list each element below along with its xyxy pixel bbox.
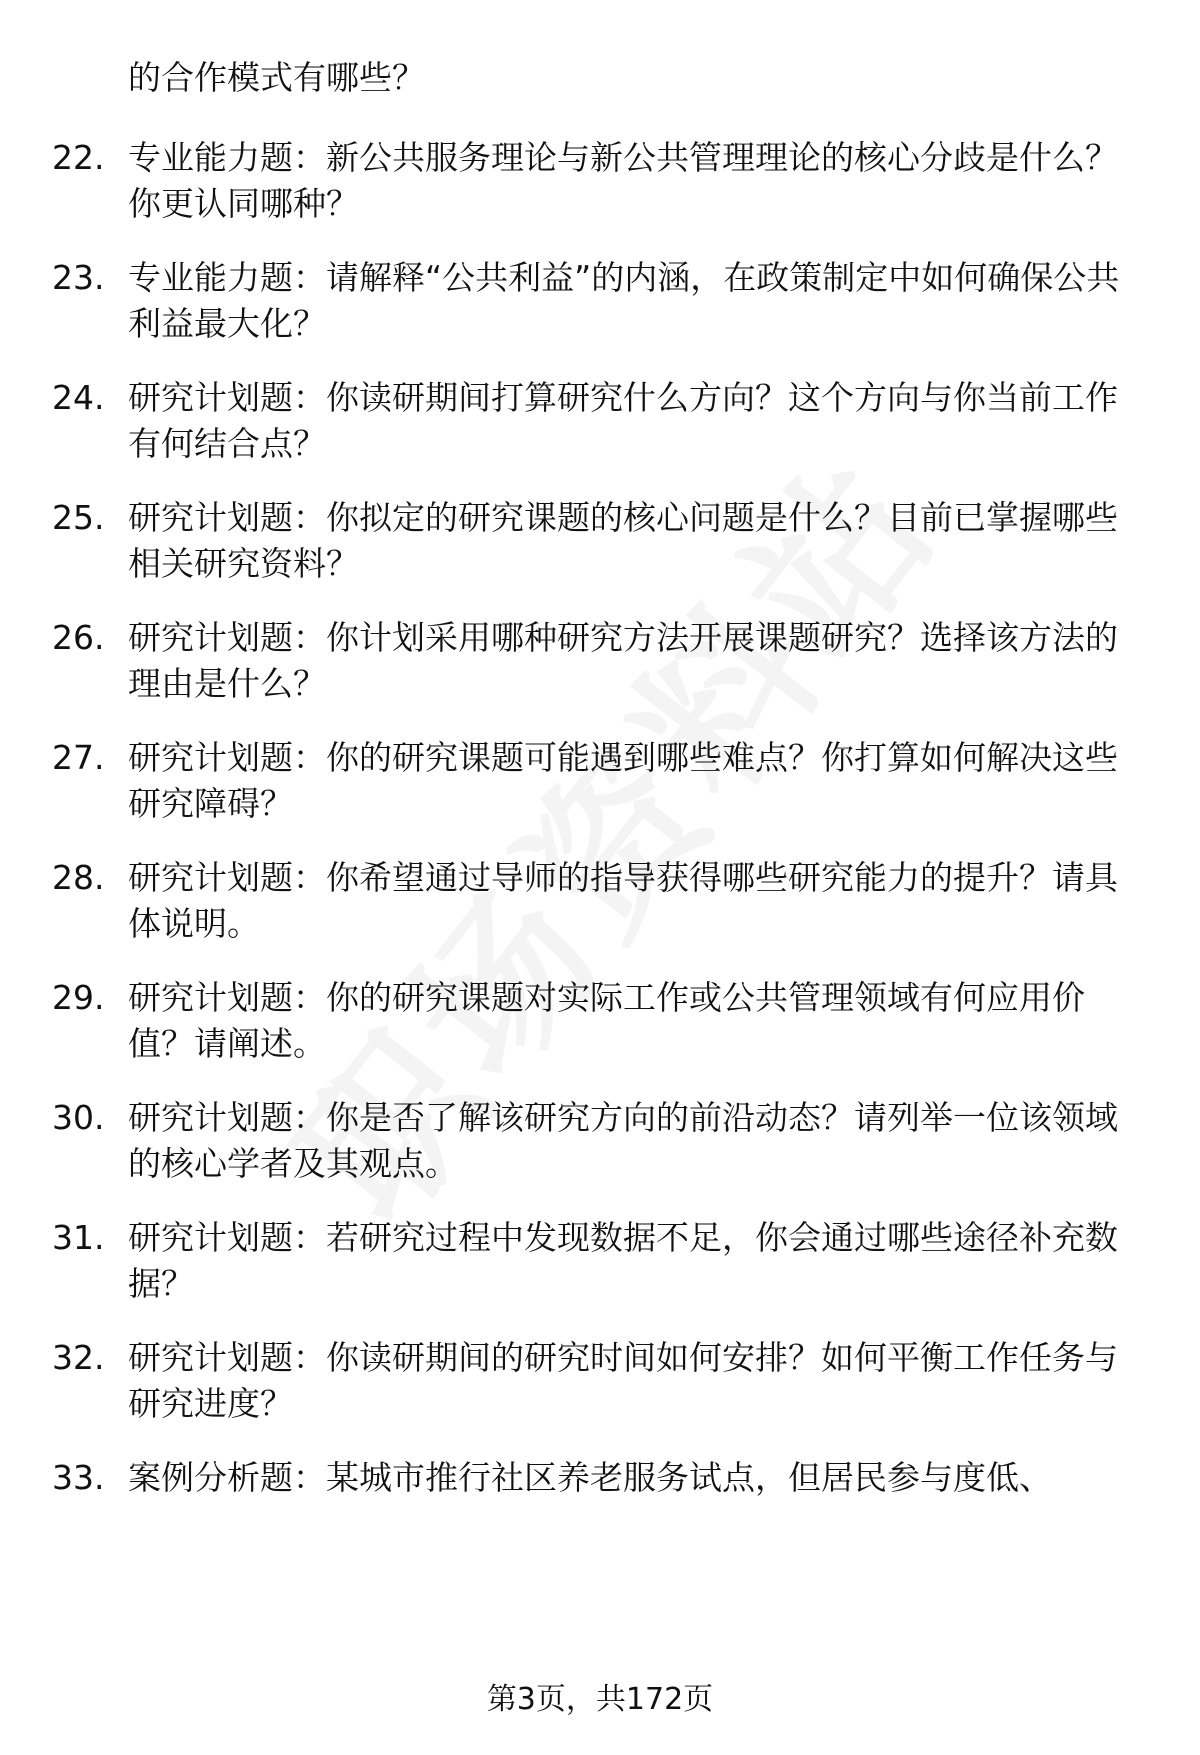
list-item [0, 135, 1200, 235]
item-number: 29. [52, 978, 105, 1017]
item-text: 专业能力题：新公共服务理论与新公共管理理论的核心分歧是什么？你更认同哪种？ [128, 138, 1118, 223]
list-item [0, 615, 1200, 715]
item-number: 23. [52, 258, 105, 297]
item-text: 研究计划题：你的研究课题对实际工作或公共管理领域有何应用价值？请阐述。 [128, 978, 1085, 1063]
list-item [0, 1335, 1200, 1435]
item-number: 32. [52, 1338, 105, 1377]
list-item [0, 855, 1200, 955]
item-number: 26. [52, 618, 105, 657]
item-text: 研究计划题：你是否了解该研究方向的前沿动态？请列举一位该领域的核心学者及其观点。 [128, 1098, 1118, 1183]
item-text: 研究计划题：你的研究课题可能遇到哪些难点？你打算如何解决这些研究障碍？ [128, 738, 1118, 823]
list-item [0, 1455, 1200, 1505]
item-text: 研究计划题：你希望通过导师的指导获得哪些研究能力的提升？请具体说明。 [128, 858, 1118, 943]
item-text: 研究计划题：你读研期间打算研究什么方向？这个方向与你当前工作有何结合点？ [128, 378, 1118, 463]
list-item [0, 495, 1200, 595]
item-text: 专业能力题：请解释“公共利益”的内涵，在政策制定中如何确保公共利益最大化？ [128, 258, 1120, 343]
item-text: 研究计划题：你读研期间的研究时间如何安排？如何平衡工作任务与研究进度？ [128, 1338, 1118, 1423]
list-item [0, 1215, 1200, 1315]
item-number: 31. [52, 1218, 105, 1257]
item-text: 案例分析题：某城市推行社区养老服务试点，但居民参与度低、 [128, 1458, 1052, 1497]
item-number: 24. [52, 378, 105, 417]
item-text: 研究计划题：你计划采用哪种研究方法开展课题研究？选择该方法的理由是什么？ [128, 618, 1118, 703]
item-number: 27. [52, 738, 105, 777]
list-item [0, 375, 1200, 475]
item-number: 22. [52, 138, 105, 177]
item-number: 33. [52, 1458, 105, 1497]
continuation-text: 的合作模式有哪些？ [128, 58, 425, 97]
list-item [0, 1095, 1200, 1195]
item-number: 25. [52, 498, 105, 537]
item-text: 研究计划题：若研究过程中发现数据不足，你会通过哪些途径补充数据？ [128, 1218, 1118, 1303]
item-text: 研究计划题：你拟定的研究课题的核心问题是什么？目前已掌握哪些相关研究资料？ [128, 498, 1118, 583]
page-footer: 第3页，共172页 [486, 1682, 714, 1717]
item-number: 28. [52, 858, 105, 897]
list-item [0, 735, 1200, 835]
list-item [0, 975, 1200, 1075]
item-number: 30. [52, 1098, 105, 1137]
list-item [0, 255, 1200, 355]
